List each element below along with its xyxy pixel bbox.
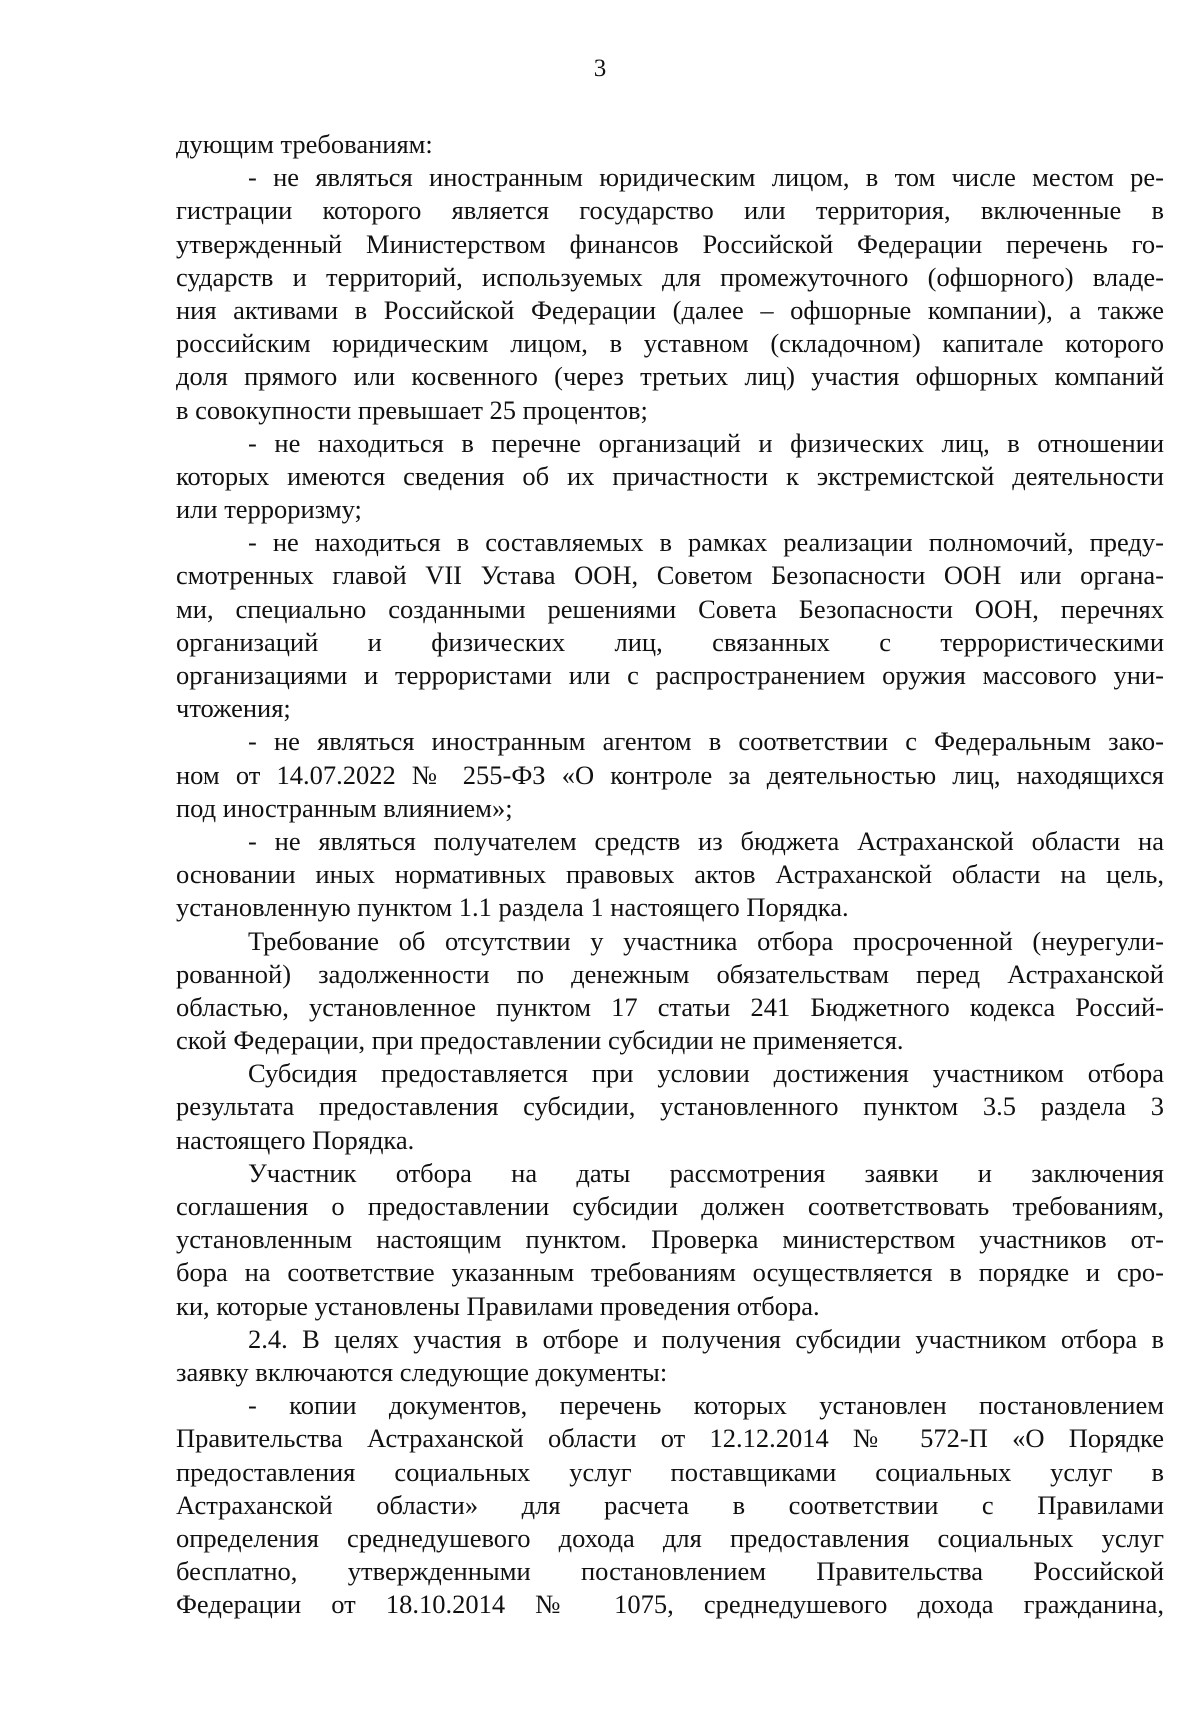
text-line: Субсидия предоставляется при условии достижения участником отбора: [248, 1058, 1164, 1089]
text-line: доля прямого или косвенного (через третьих лиц) участия офшорных компаний: [176, 361, 1164, 392]
document-body: [176, 128, 1164, 1621]
text-line: - копии документов, перечень которых установлен постановлением: [248, 1390, 1164, 1421]
text-line: Требование об отсутствии у участника отбора просроченной (неурегули-: [248, 925, 1164, 956]
text-line: организаций и физических лиц, связанных с террористическими: [176, 626, 1164, 657]
text-line: ской Федерации, при предоставлении субсидии не применяется.: [176, 1025, 904, 1056]
text-line: определения среднедушевого дохода для предоставления социальных услуг: [176, 1522, 1164, 1553]
text-line: заявку включаются следующие документы:: [176, 1356, 668, 1387]
text-line: - не являться иностранным агентом в соответствии с Федеральным зако-: [248, 726, 1164, 757]
text-line: ном от 14.07.2022 № 255-ФЗ «О контроле за деятельностью лиц, находящихся: [176, 759, 1164, 790]
text-line: которых имеются сведения об их причастности к экстремистской деятельности: [176, 460, 1164, 491]
text-line: соглашения о предоставлении субсидии должен соответствовать требованиям,: [176, 1191, 1164, 1221]
text-line: чтожения;: [176, 693, 291, 724]
text-line: Правительства Астраханской области от 12.12.2014 № 572-П «О Порядке: [176, 1423, 1164, 1454]
text-line: под иностранным влиянием»;: [176, 792, 513, 823]
text-line: ки, которые установлены Правилами проведения отбора.: [176, 1290, 820, 1321]
text-line: Астраханской области» для расчета в соответствии с Правилами: [176, 1489, 1164, 1520]
text-line: ния активами в Российской Федерации (далее – офшорные компании), а также: [176, 294, 1164, 325]
text-line: бесплатно, утвержденными постановлением Правительства Российской: [176, 1556, 1164, 1587]
text-line: Участник отбора на даты рассмотрения заявки и заключения: [248, 1157, 1164, 1188]
text-line: утвержденный Министерством финансов Российской Федерации перечень го-: [176, 228, 1164, 259]
text-line: Федерации от 18.10.2014 № 1075, среднедушевого дохода гражданина,: [176, 1589, 1164, 1620]
text-line: смотренных главой VII Устава ООН, Советом Безопасности ООН или органа-: [176, 560, 1164, 591]
text-line: предоставления социальных услуг поставщиками социальных услуг в: [176, 1456, 1164, 1487]
text-line: настоящего Порядка.: [176, 1124, 415, 1155]
text-line: дующим требованиям:: [176, 129, 433, 159]
text-line: или терроризму;: [176, 494, 362, 525]
text-line: - не находиться в составляемых в рамках реализации полномочий, преду-: [248, 527, 1164, 558]
text-line: установленным настоящим пунктом. Проверка министерством участников от-: [176, 1224, 1164, 1255]
text-line: основании иных нормативных правовых актов Астраханской области на цель,: [176, 859, 1164, 890]
text-line: российским юридическим лицом, в уставном (складочном) капитале которого: [176, 328, 1164, 359]
text-line: - не являться иностранным юридическим лицом, в том числе местом ре-: [248, 162, 1164, 193]
text-line: установленную пунктом 1.1 раздела 1 настоящего Порядка.: [176, 892, 849, 923]
text-line: бора на соответствие указанным требованиям осуществляется в порядке и сро-: [176, 1257, 1164, 1288]
text-line: гистрации которого является государство или территория, включенные в: [176, 195, 1164, 226]
text-line: сударств и территорий, используемых для промежуточного (офшорного) владе-: [176, 261, 1164, 292]
text-line: в совокупности превышает 25 процентов;: [176, 394, 648, 425]
text-line: - не являться получателем средств из бюджета Астраханской области на: [248, 825, 1164, 856]
text-line: 2.4. В целях участия в отборе и получения субсидии участником отбора в: [248, 1323, 1164, 1354]
text-line: областью, установленное пунктом 17 статьи 241 Бюджетного кодекса Россий-: [176, 991, 1164, 1022]
page-number: 3: [593, 55, 607, 82]
text-line: рованной) задолженности по денежным обязательствам перед Астраханской: [176, 958, 1164, 989]
text-line: - не находиться в перечне организаций и физических лиц, в отношении: [248, 427, 1164, 458]
text-line: организациями и террористами или с распространением оружия массового уни-: [176, 660, 1164, 690]
text-line: ми, специально созданными решениями Совета Безопасности ООН, перечнях: [176, 593, 1164, 624]
text-line: результата предоставления субсидии, установленного пунктом 3.5 раздела 3: [176, 1091, 1164, 1122]
